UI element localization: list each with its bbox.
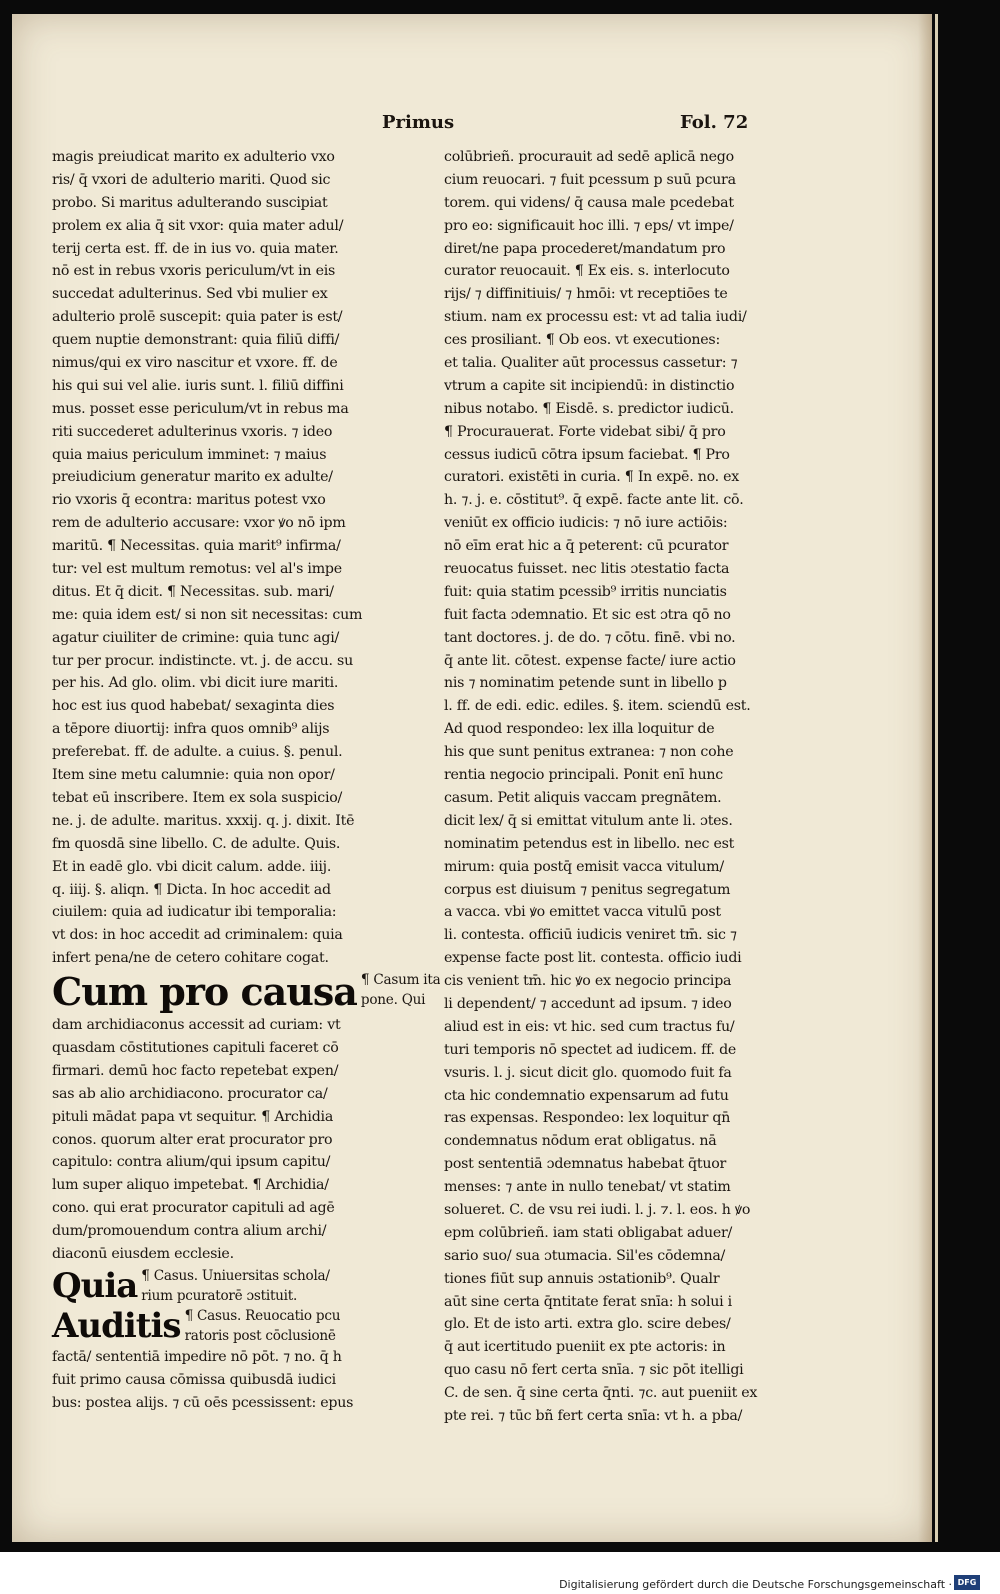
- text-line: corpus est diuisum ⁊ penitus segregatum: [444, 881, 731, 898]
- text-line: expense facte post lit. contesta. officio iudi: [444, 950, 742, 967]
- text-line: h. ⁊. j. e. cōstitut⁹. q̄ expē. facte ante lit. cō.: [444, 492, 744, 509]
- text-line: nō eīm erat hic a q̄ peterent: cū pcurator: [444, 538, 729, 555]
- text-line: ¶ Casum ita: [360, 972, 441, 989]
- rubric-quia: [52, 1266, 407, 1306]
- text-line: li. contesta. officiū iudicis veniret tm̄. sic ⁊: [444, 927, 737, 944]
- text-line: terij certa est. ff. de in ius vo. quia mater.: [52, 240, 339, 257]
- text-line: magis preiudicat marito ex adulterio vxo: [52, 149, 335, 165]
- text-line: pro eo: significauit hoc illi. ⁊ eps/ vt impe/: [444, 217, 734, 234]
- text-line: dam archidiaconus accessit ad curiam: vt: [52, 1017, 341, 1034]
- text-line: vsuris. l. j. sicut dicit glo. quomodo fuit fa: [444, 1064, 732, 1081]
- text-line: turi temporis nō spectet ad iudicem. ff. de: [444, 1041, 737, 1058]
- text-line: pte rei. ⁊ tūc bñ fert certa snīa: vt h. a pba/: [444, 1407, 743, 1424]
- dfg-logo: DFG: [954, 1575, 980, 1590]
- text-line: tiones fiūt sup annuis ɔstationib⁹. Qualr: [444, 1270, 720, 1287]
- text-line: q̄ ante lit. cōtest. expense facte/ iure actio: [444, 652, 736, 669]
- text-line: quem nuptie demonstrant: quia filiū diffi/: [52, 332, 340, 349]
- text-line: per his. Ad glo. olim. vbi dicit iure mariti.: [52, 675, 339, 692]
- text-line: cessus iudicū cōtra ipsum faciebat. ¶ Pro: [444, 446, 730, 463]
- text-line: cta hic condemnatio expensarum ad futu: [444, 1087, 729, 1104]
- text-line: a tēpore diuortij: infra quos omnib⁹ alijs: [52, 721, 330, 738]
- text-line: pituli mādat papa vt sequitur. ¶ Archidia: [52, 1108, 334, 1125]
- text-line: quo casu nō fert certa snīa. ⁊ sic pōt itelligi: [444, 1362, 744, 1379]
- text-line: sas ab alio archidiacono. procurator ca/: [52, 1085, 328, 1102]
- text-line: ¶ Casus. Uniuersitas schola/: [141, 1267, 330, 1284]
- text-line: hoc est ius quod habebat/ sexaginta dies: [52, 698, 335, 715]
- text-line: Ad quod respondeo: lex illa loquitur de: [444, 721, 715, 738]
- text-line: l. ff. de edi. edic. ediles. §. item. sciendū est.: [444, 698, 751, 715]
- text-line: post sententiā ɔdemnatus habebat q̄tuor: [444, 1156, 727, 1173]
- text-line: capitulo: contra alium/qui ipsum capitu/: [52, 1154, 331, 1171]
- text-line: fuit primo causa cōmissa quibusdā iudici: [52, 1371, 336, 1388]
- text-line: preiudicium generatur marito ex adulte/: [52, 469, 333, 486]
- text-line: nis ⁊ nominatim petende sunt in libello p: [444, 675, 727, 692]
- text-line: maritū. ¶ Necessitas. quia marit⁹ infirma/: [52, 538, 341, 555]
- text-line: nimus/qui ex viro nascitur et vxore. ff. de: [52, 355, 338, 372]
- text-line: Et in eadē glo. vbi dicit calum. adde. iiij.: [52, 858, 332, 875]
- text-line: preferebat. ff. de adulte. a cuius. §. penul.: [52, 744, 343, 761]
- rubric-cum-pro-causa: [52, 969, 441, 1015]
- text-line: rio vxoris q̄ econtra: maritus potest vxo: [52, 492, 326, 509]
- text-line: cis venient tm̄. hic ꝟo ex negocio principa: [444, 973, 732, 990]
- book-page: [12, 14, 932, 1542]
- text-line: epm colūbrieñ. iam stati obligabat aduer/: [444, 1224, 733, 1241]
- text-line: tant doctores. j. de do. ⁊ cōtu. finē. vbi no.: [444, 629, 736, 646]
- text-line: fm quosdā sine libello. C. de adulte. Quis.: [52, 835, 341, 852]
- text-line: mus. posset esse periculum/vt in rebus ma: [52, 400, 349, 417]
- text-line: condemnatus nōdum erat obligatus. nā: [444, 1133, 717, 1150]
- text-line: nō est in rebus vxoris periculum/vt in eis: [52, 263, 336, 280]
- text-line: agatur ciuiliter de crimine: quia tunc agi/: [52, 629, 340, 646]
- text-line: rium pcuratorē ɔstituit.: [141, 1287, 298, 1304]
- text-line: ris/ q̄ vxori de adulterio mariti. Quod sic: [52, 171, 331, 188]
- text-line: diaconū eiusdem ecclesie.: [52, 1245, 234, 1262]
- text-line: solueret. C. de vsu rei iudi. l. j. ⁊. l. eos. h ꝟo: [444, 1201, 751, 1218]
- text-line: rem de adulterio accusare: vxor ꝟo nō ipm: [52, 515, 346, 532]
- text-line: reuocatus fuisset. nec litis ɔtestatio facta: [444, 561, 730, 578]
- text-line: tebat eū inscribere. Item ex sola suspicio/: [52, 789, 343, 806]
- text-line: nominatim petendus est in libello. nec est: [444, 835, 735, 852]
- text-line: ditus. Et q̄ dicit. ¶ Necessitas. sub. mari/: [52, 583, 334, 600]
- text-line: riti succederet adulterinus vxoris. ⁊ ideo: [52, 423, 333, 440]
- text-line: vtrum a capite sit incipiendū: in distinctio: [444, 377, 735, 394]
- text-line: li dependent/ ⁊ accedunt ad ipsum. ⁊ ideo: [444, 995, 732, 1012]
- right-text-column: [444, 146, 786, 1428]
- text-line: rentia negocio principali. Ponit enī hunc: [444, 767, 723, 784]
- text-line: diret/ne papa procederet/mandatum pro: [444, 240, 726, 257]
- text-line: ne. j. de adulte. maritus. xxxij. q. j. dixit. Itē: [52, 812, 355, 829]
- text-line: torem. qui videns/ q̄ causa male pcedebat: [444, 194, 734, 211]
- text-line: factā/ sententiā impedire nō pōt. ⁊ no. q̄ h: [52, 1348, 342, 1365]
- text-line: ¶ Procurauerat. Forte videbat sibi/ q̄ pro: [444, 423, 726, 440]
- text-line: quia maius periculum imminet: ⁊ maius: [52, 446, 327, 463]
- text-line: probo. Si maritus adulterando suscipiat: [52, 194, 328, 211]
- text-line: fuit facta ɔdemnatio. Et sic est ɔtra qō no: [444, 606, 731, 623]
- rubric-auditis: [52, 1306, 407, 1346]
- text-line: ratoris post cōclusionē: [184, 1327, 336, 1344]
- text-line: pone. Qui: [360, 992, 426, 1009]
- text-line: ces prosiliant. ¶ Ob eos. vt executiones:: [444, 332, 720, 349]
- text-line: Item sine metu calumnie: quia non opor/: [52, 767, 335, 784]
- page-edge: [935, 14, 938, 1542]
- text-line: q. iiij. §. aliqn. ¶ Dicta. In hoc accedit ad: [52, 881, 331, 898]
- text-line: curator reuocauit. ¶ Ex eis. s. interlocuto: [444, 263, 730, 280]
- text-line: colūbrieñ. procurauit ad sedē aplicā nego: [444, 149, 734, 165]
- text-line: veniūt ex officio iudicis: ⁊ nō iure actiōis:: [444, 515, 728, 532]
- text-line: fuit: quia statim pcessib⁹ irritis nunciatis: [444, 583, 727, 600]
- text-line: a vacca. vbi ꝟo emittet vacca vitulū post: [444, 904, 721, 921]
- text-line: tur: vel est multum remotus: vel al's impe: [52, 561, 342, 578]
- text-line: menses: ⁊ ante in nullo tenebat/ vt statim: [444, 1179, 731, 1196]
- text-line: rijs/ ⁊ diffinitiuis/ ⁊ hmōi: vt receptiōes te: [444, 286, 728, 303]
- text-line: cium reuocari. ⁊ fuit pcessum p suū pcura: [444, 171, 736, 188]
- text-line: q̄ aut icertitudo pueniit ex pte actoris: in: [444, 1339, 726, 1356]
- text-line: stium. nam ex processu est: vt ad talia iudi/: [444, 309, 747, 326]
- rubric-initial-word: Quia: [52, 1265, 138, 1306]
- text-line: adulterio prolē suscepit: quia pater is est/: [52, 309, 343, 326]
- text-line: cono. qui erat procurator capituli ad agē: [52, 1200, 335, 1217]
- text-line: curatori. existēti in curia. ¶ In expē. no. ex: [444, 469, 740, 486]
- text-line: vt dos: in hoc accedit ad criminalem: quia: [52, 927, 343, 944]
- text-line: tur per procur. indistincte. vt. j. de accu. su: [52, 652, 353, 669]
- text-line: his qui sui vel alie. iuris sunt. l. filiū diffini: [52, 377, 344, 394]
- text-line: lum super aliquo impetebat. ¶ Archidia/: [52, 1177, 329, 1194]
- text-line: mirum: quia postq̄ emisit vacca vitulum/: [444, 858, 724, 875]
- text-line: ras expensas. Respondeo: lex loquitur qn̄: [444, 1110, 731, 1127]
- text-line: prolem ex alia q̄ sit vxor: quia mater adul/: [52, 217, 344, 234]
- text-line: his que sunt penitus extranea: ⁊ non cohe: [444, 744, 734, 761]
- text-line: sario suo/ sua ɔtumacia. Sil'es cōdemna/: [444, 1247, 726, 1264]
- text-line: quasdam cōstitutiones capituli faceret cō: [52, 1039, 339, 1056]
- text-line: nibus notabo. ¶ Eisdē. s. predictor iudicū.: [444, 400, 734, 417]
- text-line: me: quia idem est/ si non sit necessitas: cum: [52, 606, 363, 623]
- running-head-left: Primus: [382, 112, 455, 133]
- text-line: succedat adulterinus. Sed vbi mulier ex: [52, 286, 328, 303]
- rubric-initial-word: Cum pro causa: [52, 969, 357, 1015]
- text-line: casum. Petit aliquis vaccam pregnātem.: [444, 789, 722, 806]
- footer-credit: Digitalisierung gefördert durch die Deutsche Forschungsgemeinschaft ·: [559, 1578, 952, 1591]
- text-line: C. de sen. q̄ sine certa q̄nti. ⁊c. aut pueniit ex: [444, 1385, 758, 1402]
- text-line: et talia. Qualiter aūt processus cassetur: ⁊: [444, 355, 738, 372]
- left-text-column: [52, 146, 441, 1415]
- text-line: infert pena/ne de cetero cohitare cogat.: [52, 950, 329, 967]
- text-line: ciuilem: quia ad iudicatur ibi temporalia:: [52, 904, 337, 921]
- folio-number: Fol. 72: [680, 112, 749, 133]
- text-line: glo. Et de isto arti. extra glo. scire debes/: [444, 1316, 731, 1333]
- text-line: aliud est in eis: vt hic. sed cum tractus fu/: [444, 1018, 735, 1035]
- rubric-initial-word: Auditis: [52, 1305, 181, 1346]
- text-line: dum/promouendum contra alium archi/: [52, 1223, 327, 1240]
- text-line: conos. quorum alter erat procurator pro: [52, 1131, 333, 1148]
- text-line: dicit lex/ q̄ si emittat vitulum ante li. ɔtes.: [444, 812, 733, 829]
- text-line: aūt sine certa q̄ntitate ferat snīa: h solui i: [444, 1293, 732, 1310]
- text-line: firmari. demū hoc facto repetebat expen/: [52, 1062, 339, 1079]
- text-line: bus: postea alijs. ⁊ cū oēs pcessissent: epus: [52, 1394, 354, 1411]
- text-line: ¶ Casus. Reuocatio pcu: [184, 1307, 341, 1324]
